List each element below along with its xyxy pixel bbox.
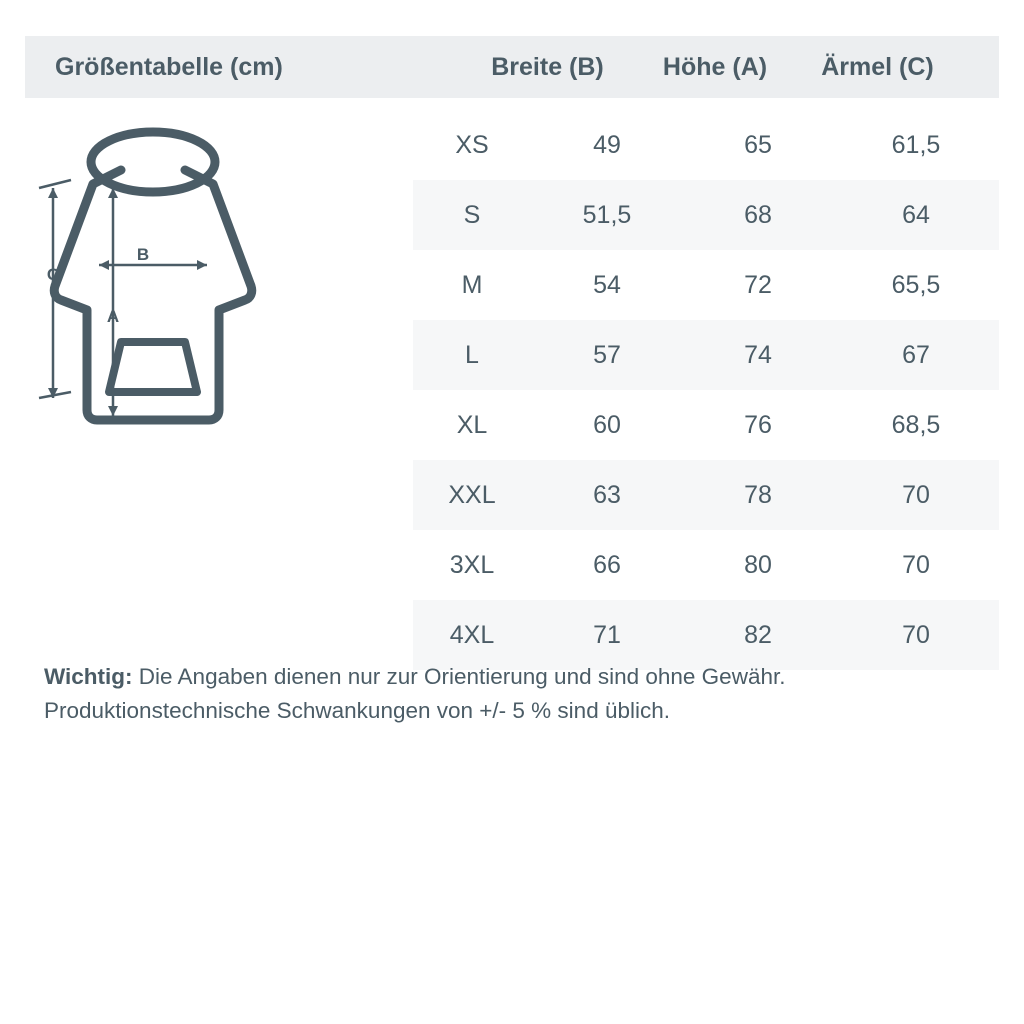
cell-sleeve: 70 <box>902 550 930 579</box>
column-header-height: Höhe (A) <box>662 52 768 81</box>
cell-height: 80 <box>744 550 772 579</box>
cell-size: 4XL <box>449 620 495 649</box>
cell-height: 82 <box>744 620 772 649</box>
cell-sleeve: 70 <box>902 620 930 649</box>
cell-height: 74 <box>744 340 772 369</box>
cell-height: 65 <box>744 130 772 159</box>
cell-sleeve: 61,5 <box>891 130 941 159</box>
cell-width: 60 <box>593 410 621 439</box>
disclaimer-label: Wichtig: <box>44 664 133 689</box>
cell-size: S <box>463 200 481 229</box>
cell-size: XL <box>456 410 488 439</box>
cell-width: 66 <box>593 550 621 579</box>
cell-sleeve: 65,5 <box>891 270 941 299</box>
table-header <box>25 36 999 98</box>
svg-text:C: C <box>46 265 60 284</box>
hoodie-measurement-diagram <box>25 110 415 470</box>
table-row <box>413 390 999 460</box>
size-table <box>413 110 999 670</box>
table-row <box>413 180 999 250</box>
cell-height: 68 <box>744 200 772 229</box>
page-title: Größentabelle (cm) <box>55 52 283 81</box>
column-header-sleeve: Ärmel (C) <box>821 52 934 81</box>
cell-height: 72 <box>744 270 772 299</box>
disclaimer-line-1: Die Angaben dienen nur zur Orientierung und sind ohne Gewähr. <box>132 664 786 689</box>
cell-size: M <box>461 270 483 299</box>
cell-sleeve: 68,5 <box>891 410 941 439</box>
column-header-width: Breite (B) <box>491 52 604 81</box>
cell-size: XS <box>455 130 489 159</box>
table-row <box>413 320 999 390</box>
cell-sleeve: 70 <box>902 480 930 509</box>
disclaimer-note <box>44 660 994 728</box>
cell-width: 54 <box>593 270 621 299</box>
table-row <box>413 250 999 320</box>
table-row <box>413 460 999 530</box>
cell-sleeve: 64 <box>902 200 930 229</box>
cell-size: XXL <box>448 480 496 509</box>
cell-width: 57 <box>593 340 621 369</box>
svg-text:A: A <box>106 307 120 326</box>
cell-height: 76 <box>744 410 772 439</box>
disclaimer-line-2: Produktionstechnische Schwankungen von +/- 5 % sind üblich. <box>44 698 671 723</box>
cell-width: 49 <box>593 130 621 159</box>
cell-size: 3XL <box>449 550 495 579</box>
table-row <box>413 110 999 180</box>
svg-text:B: B <box>136 245 150 264</box>
cell-width: 71 <box>593 620 621 649</box>
cell-sleeve: 67 <box>902 340 930 369</box>
cell-size: L <box>465 340 479 369</box>
cell-height: 78 <box>744 480 772 509</box>
table-row <box>413 530 999 600</box>
cell-width: 63 <box>593 480 621 509</box>
cell-width: 51,5 <box>582 200 632 229</box>
